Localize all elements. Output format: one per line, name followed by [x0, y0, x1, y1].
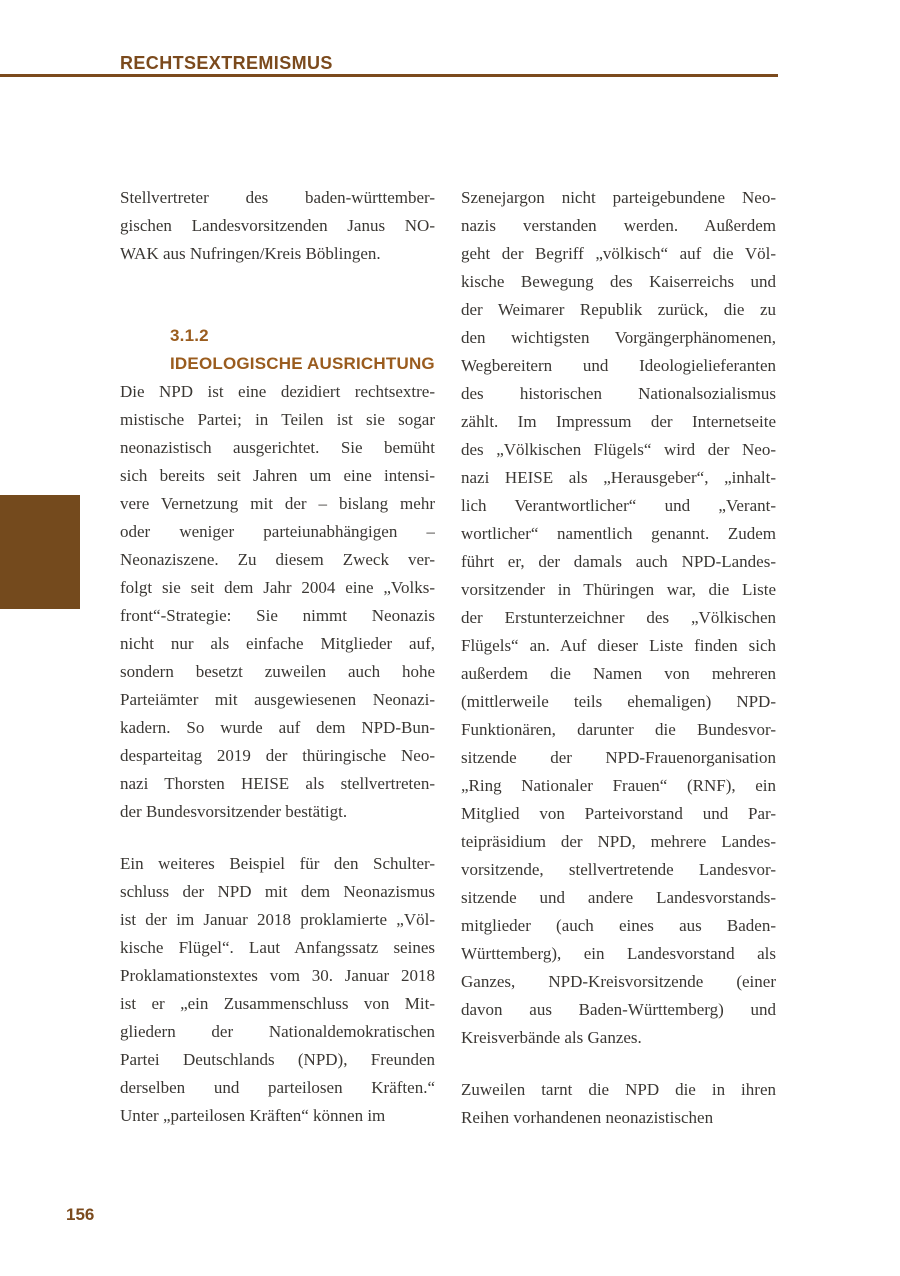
text-line: vere Vernetzung mit der – bislang mehr	[120, 494, 435, 513]
text-line: mistische Partei; in Teilen ist sie sogar	[120, 410, 435, 429]
text-line: neonazistisch ausgerichtet. Sie bemüht	[120, 438, 435, 457]
text-line: Ganzes, NPD-Kreisvorsitzende (einer	[461, 972, 776, 991]
text-line: Neonaziszene. Zu diesem Zweck ver-	[120, 550, 435, 569]
text-line: gliedern der Nationaldemokratischen	[120, 1022, 435, 1041]
text-line: vorsitzende, stellvertretende Landesvor-	[461, 860, 776, 879]
text-line: WAK aus Nufringen/Kreis Böblingen.	[120, 244, 381, 263]
page-number: 156	[66, 1205, 95, 1224]
text-body	[120, 184, 777, 1132]
text-line: nicht nur als einfache Mitglieder auf,	[120, 634, 435, 653]
text-line: nazi Thorsten HEISE als stellvertreten-	[120, 774, 435, 793]
paragraph	[461, 1076, 776, 1132]
text-line: desparteitag 2019 der thüringische Neo-	[120, 746, 435, 765]
chapter-thumb-tab	[0, 495, 80, 609]
text-line: Parteiämter mit ausgewiesenen Neonazi-	[120, 690, 435, 709]
text-line: Ein weiteres Beispiel für den Schulter-	[120, 854, 435, 873]
text-line: ist der im Januar 2018 proklamierte „Völ-	[120, 910, 435, 929]
text-line: Mitglied von Parteivorstand und Par-	[461, 804, 776, 823]
text-line: zählt. Im Impressum der Internetseite	[461, 412, 776, 431]
text-line: 3.1.2	[170, 326, 209, 345]
text-line: Funktionären, darunter die Bundesvor-	[461, 720, 776, 739]
text-line: teipräsidium der NPD, mehrere Landes-	[461, 832, 776, 851]
header-rule	[0, 74, 778, 77]
text-line: (mittlerweile teils ehemaligen) NPD-	[461, 692, 776, 711]
text-line: sich bereits seit Jahren um eine intensi-	[120, 466, 435, 485]
text-line: Szenejargon nicht parteigebundene Neo-	[461, 188, 776, 207]
text-line: sondern besetzt zuweilen auch hohe	[120, 662, 435, 681]
text-line: lich Verantwortlicher“ und „Verant-	[461, 496, 776, 515]
text-line: schluss der NPD mit dem Neonazismus	[120, 882, 435, 901]
text-line: des historischen Nationalsozialismus	[461, 384, 776, 403]
text-line: folgt sie seit dem Jahr 2004 eine „Volks-	[120, 578, 435, 597]
text-line: Kreisverbände als Ganzes.	[461, 1028, 642, 1047]
paragraph	[120, 184, 435, 268]
text-line: den wichtigsten Vorgängerphänomenen,	[461, 328, 776, 347]
text-line: sitzende der NPD-Frauenorganisation	[461, 748, 776, 767]
text-line: mitglieder (auch eines aus Baden-	[461, 916, 776, 935]
text-line: davon aus Baden-Württemberg) und	[461, 1000, 776, 1019]
text-line: der Erstunterzeichner des „Völkischen	[461, 608, 776, 627]
text-line: oder weniger parteiunabhängigen –	[120, 522, 435, 541]
text-line: Stellvertreter des baden-württember-	[120, 188, 435, 207]
section-heading	[120, 322, 435, 378]
paragraph	[120, 378, 435, 826]
text-line: nazis verstanden werden. Außerdem	[461, 216, 776, 235]
text-line: der Bundesvorsitzender bestätigt.	[120, 802, 348, 821]
text-line: der Weimarer Republik zurück, die zu	[461, 300, 776, 319]
text-line: derselben und parteilosen Kräften.“	[120, 1078, 435, 1097]
text-line: Wegbereitern und Ideologielieferanten	[461, 356, 776, 375]
text-line: gischen Landesvorsitzenden Janus NO-	[120, 216, 435, 235]
text-line: front“-Strategie: Sie nimmt Neonazis	[120, 606, 435, 625]
paragraph	[120, 850, 435, 1130]
right-column	[461, 184, 776, 1132]
running-head: RECHTSEXTREMISMUS	[120, 53, 333, 73]
left-column	[120, 184, 435, 1132]
text-line: sitzende und andere Landesvorstands-	[461, 888, 776, 907]
text-line: wortlicher“ namentlich genannt. Zudem	[461, 524, 776, 543]
text-line: kische Flügel“. Laut Anfangssatz seines	[120, 938, 435, 957]
text-line: des „Völkischen Flügels“ wird der Neo-	[461, 440, 776, 459]
text-line: vorsitzender in Thüringen war, die Liste	[461, 580, 776, 599]
text-line: „Ring Nationaler Frauen“ (RNF), ein	[461, 776, 776, 795]
text-line: Unter „parteilosen Kräften“ können im	[120, 1106, 386, 1125]
text-line: geht der Begriff „völkisch“ auf die Völ-	[461, 244, 776, 263]
paragraph	[461, 184, 776, 1052]
text-line: Proklamationstextes vom 30. Januar 2018	[120, 966, 435, 985]
text-line: außerdem die Namen von mehreren	[461, 664, 776, 683]
text-line: Württemberg), ein Landesvorstand als	[461, 944, 776, 963]
text-line: kische Bewegung des Kaiserreichs und	[461, 272, 776, 291]
text-line: Die NPD ist eine dezidiert rechtsextre-	[120, 382, 435, 401]
text-line: kadern. So wurde auf dem NPD-Bun-	[120, 718, 435, 737]
text-line: Reihen vorhandenen neonazistischen	[461, 1108, 714, 1127]
text-line: Zuweilen tarnt die NPD die in ihren	[461, 1080, 776, 1099]
text-line: Flügels“ an. Auf dieser Liste finden sich	[461, 636, 776, 655]
text-line: IDEOLOGISCHE AUSRICHTUNG	[170, 354, 435, 373]
text-line: Partei Deutschlands (NPD), Freunden	[120, 1050, 435, 1069]
text-line: nazi HEISE als „Herausgeber“, „inhalt-	[461, 468, 776, 487]
text-line: führt er, der damals auch NPD-Landes-	[461, 552, 776, 571]
text-line: ist er „ein Zusammenschluss von Mit-	[120, 994, 435, 1013]
